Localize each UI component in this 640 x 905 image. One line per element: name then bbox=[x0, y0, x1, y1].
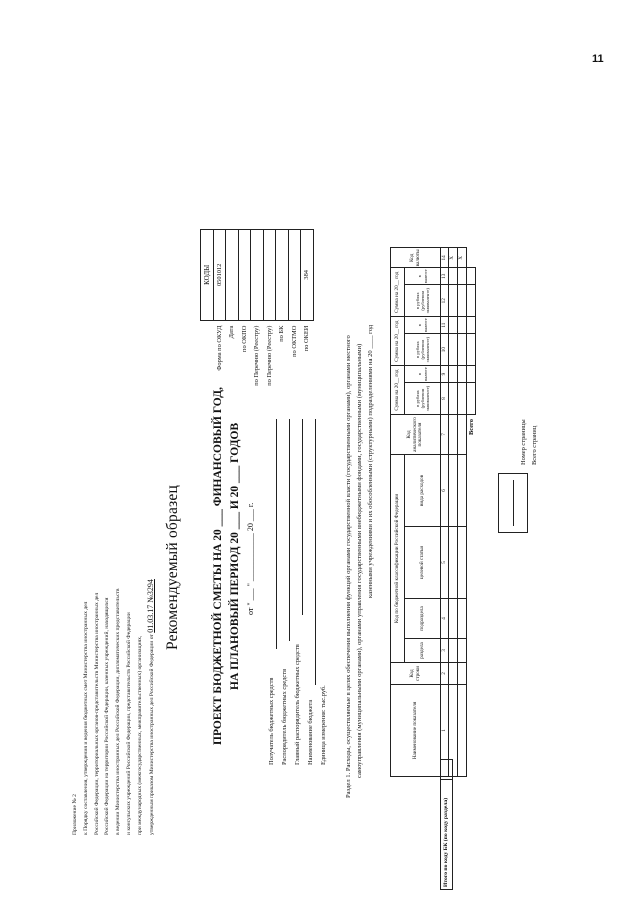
page-number-label: Номер страницы bbox=[520, 419, 527, 465]
appendix-line: при международных (межгосударственных, межправительственных) организациях, bbox=[136, 635, 143, 835]
codes-value: 384 bbox=[301, 230, 314, 321]
header-val-2: в валюте bbox=[405, 317, 441, 334]
appendix-line: утвержденным приказом Министерства иностранных дел Российской Федерации от 01.03.17 №3294 bbox=[145, 579, 155, 835]
header-analytic: Код аналитического показателя bbox=[391, 415, 441, 455]
expenses-table bbox=[390, 247, 476, 777]
codes-value bbox=[288, 230, 301, 321]
codes-label: по ОКТМО bbox=[290, 325, 298, 357]
codes-header: КОДЫ bbox=[201, 230, 214, 321]
codes-value bbox=[263, 230, 276, 321]
section-title-line: самоуправления (муниципальными органами), органами управления государственными внебюджетными фондами, государственными (муниципальными) bbox=[356, 343, 363, 778]
recommended-sample: Рекомендуемый образец bbox=[164, 485, 181, 650]
col-number: 9 bbox=[441, 366, 449, 383]
header-code-row: Код строки bbox=[391, 663, 441, 685]
field-main-distributor-line bbox=[302, 419, 303, 615]
col-number: 10 bbox=[441, 334, 449, 366]
col-number: 5 bbox=[441, 527, 449, 599]
header-rub-1: в рублях (рублевом эквиваленте) bbox=[405, 383, 441, 415]
table-row bbox=[458, 248, 467, 777]
appendix-line: и консульских учреждений Российской Федерации, представительств Российской Федерации bbox=[125, 612, 132, 835]
field-budget-name-label: Наименование бюджета bbox=[307, 699, 314, 765]
total-row bbox=[467, 248, 476, 777]
col-number: 4 bbox=[441, 599, 449, 639]
section-title-line: Раздел 1. Расходы, осуществляемые в целях обеспечения выполнения функций органами государственной власти (государственными органами), органами местного bbox=[345, 335, 352, 798]
header-currency: Код валюты bbox=[391, 248, 441, 268]
codes-label: по Перечню (Реестру) bbox=[265, 325, 273, 386]
header-val-1: в валюте bbox=[405, 366, 441, 383]
document-date: от " ___ " ____________ 20 ___ г. bbox=[246, 502, 255, 615]
col-number: 11 bbox=[441, 317, 449, 334]
appendix-line: к Порядку составления, утверждения и ведения бюджетных смет Министерства иностранных дел bbox=[82, 601, 89, 835]
col-number: 13 bbox=[441, 268, 449, 285]
codes-label: Дата bbox=[228, 325, 236, 339]
codes-label: по ОКЕИ bbox=[303, 325, 311, 352]
pages-box bbox=[498, 473, 528, 533]
header-vr: вида расходов bbox=[405, 455, 441, 527]
codes-label: по БК bbox=[278, 325, 286, 342]
section-title-line: казенными учреждениями и их обособленными (структурными) подразделениями на 20 ____ год bbox=[367, 324, 374, 598]
header-rub-2: в рублях (рублевом эквиваленте) bbox=[405, 334, 441, 366]
document-title-line1: ПРОЕКТ БЮДЖЕТНОЙ СМЕТЫ НА 20 ___ ФИНАНСОВЫЙ ГОД, bbox=[212, 387, 224, 745]
order-reference: 01.03.17 №3294 bbox=[145, 579, 155, 633]
section-title bbox=[343, 138, 376, 798]
document-title-line2: НА ПЛАНОВЫЙ ПЕРИОД 20 ___ И 20 ___ ГОДОВ bbox=[229, 422, 241, 690]
col-number: 8 bbox=[441, 383, 449, 415]
header-val-3: в валюте bbox=[405, 268, 441, 285]
codes-value bbox=[251, 230, 264, 321]
field-budget-name-line bbox=[315, 419, 316, 685]
field-main-distributor-label: Главный распорядитель бюджетных средств bbox=[294, 644, 301, 765]
codes-label: по Перечню (Реестру) bbox=[253, 325, 261, 386]
table-row bbox=[449, 248, 458, 777]
col-number: 2 bbox=[441, 663, 449, 685]
col-number: 1 bbox=[441, 685, 449, 777]
codes-value bbox=[238, 230, 251, 321]
col-number: 6 bbox=[441, 455, 449, 527]
header-razdel: раздела bbox=[405, 639, 441, 663]
appendix-line: Приложение № 2 bbox=[72, 794, 78, 835]
header-rub-3: в рублях (рублевом эквиваленте) bbox=[405, 285, 441, 317]
col-number: 12 bbox=[441, 285, 449, 317]
header-cs: целевой статьи bbox=[405, 527, 441, 599]
header-sum1: Сумма на 20__ год bbox=[391, 366, 405, 415]
appendix-line: в ведении Министерства иностранных дел Российской Федерации, дипломатических представительств bbox=[115, 588, 122, 835]
appendix-line: Российской Федерации, территориальных органов-представительств Министерства иностранных дел bbox=[93, 592, 100, 835]
col-number: 14 bbox=[441, 248, 449, 268]
col-number: 7 bbox=[441, 415, 449, 455]
field-recipient-label: Получатель бюджетных средств bbox=[268, 677, 275, 765]
header-bk: Код по бюджетной классификации Российской Федерации bbox=[391, 455, 405, 663]
x-mark: X bbox=[458, 248, 467, 268]
appendix-block bbox=[70, 75, 157, 835]
codes-value bbox=[276, 230, 289, 321]
total-pages-label: Всего страниц bbox=[531, 425, 538, 465]
codes-label: Форма по ОКУД bbox=[215, 325, 223, 371]
total-label: Всего bbox=[467, 419, 475, 435]
pages-box-divider bbox=[513, 480, 514, 526]
codes-value: 0501012 bbox=[213, 230, 226, 321]
codes-value bbox=[226, 230, 239, 321]
header-sum3: Сумма на 20__ год bbox=[391, 268, 405, 317]
field-distributor-line bbox=[289, 419, 290, 641]
codes-table bbox=[200, 229, 314, 409]
itogo-table bbox=[440, 759, 453, 890]
codes-label: по ОКПО bbox=[240, 325, 248, 352]
field-distributor-label: Распорядитель бюджетных средств bbox=[281, 668, 288, 765]
field-recipient-line bbox=[276, 419, 277, 649]
header-sum2: Сумма на 20__ год bbox=[391, 317, 405, 366]
header-name: Наименование показателя bbox=[391, 685, 441, 777]
x-mark: X bbox=[449, 248, 458, 268]
col-number: 3 bbox=[441, 639, 449, 663]
field-unit-label: Единица измерения: тыс.руб. bbox=[320, 685, 327, 765]
itogo-label: Итого по коду БК (по коду раздела) bbox=[441, 780, 453, 890]
page-number: 11 bbox=[592, 53, 604, 65]
header-podrazdel: подраздела bbox=[405, 599, 441, 639]
appendix-line: Российской Федерации на территории Российской Федерации, казенных учреждений, находящихся bbox=[104, 597, 111, 835]
